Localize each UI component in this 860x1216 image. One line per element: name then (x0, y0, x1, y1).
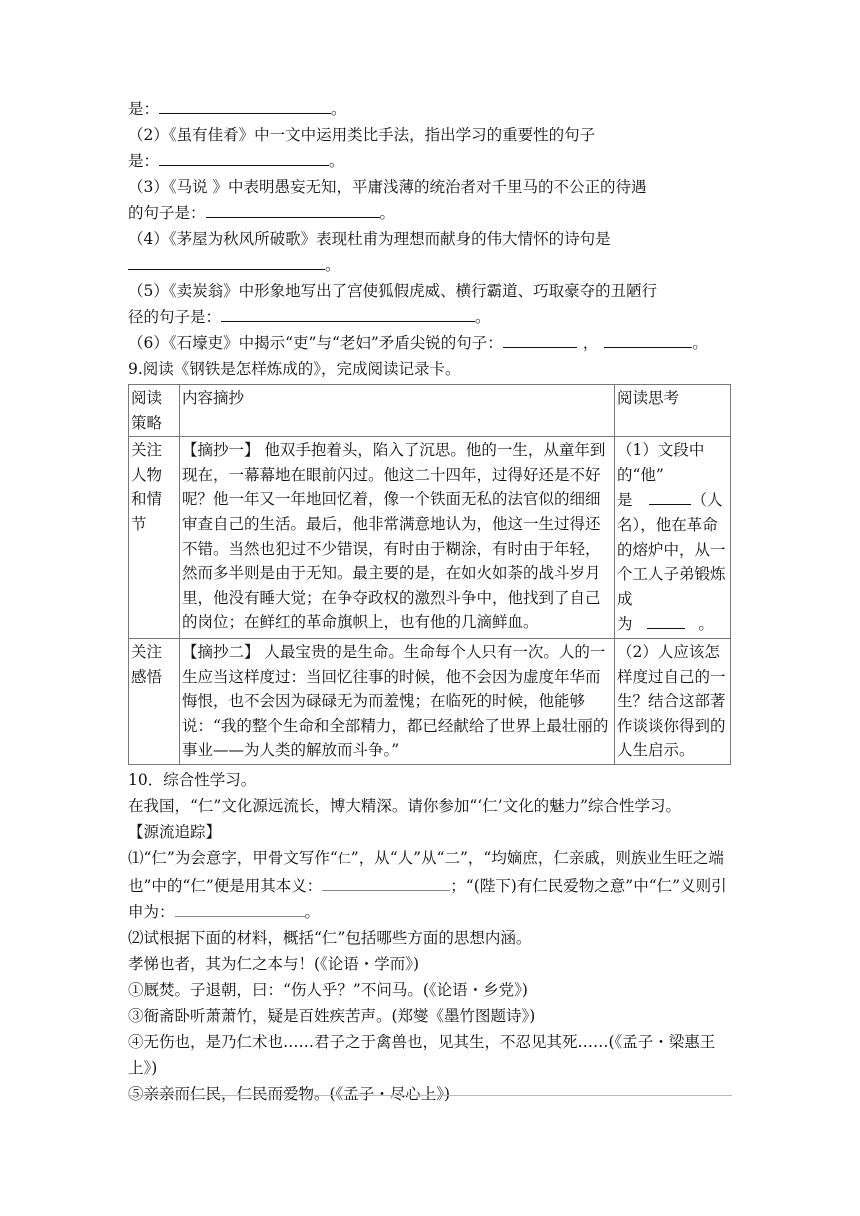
q10-intro: 在我国，“仁”文化源远流长，博大精深。请你参加“‘仁’文化的魅力”综合性学习。 (128, 796, 682, 815)
excerpt-cell: 【摘抄一】 他双手抱着头，陷入了沉思。他的一生，从童年到现在，一幕幕地在眼前闪过。他这二十四年，过得好还是不好呢？他一年又一年地回忆着，像一个铁面无私的法官似的细细审查自己的生活。最后，他非常满意地认为，他这一生过得还不错。当然也犯过不少错误，有时由于糊涂，有时由于年轻，然而多半则是由于无知。最主要的是，在如火如荼的战斗岁月里，他没有睡大觉；在争夺政权的激烈斗争中，他找到了自己的岗位；在鲜红的革命旗帜上，也有他的几滴鲜血。 (180, 437, 615, 639)
reading-record-card (128, 384, 731, 765)
q10-part2: ⑵试根据下面的材料，概括“仁”包括哪些方面的思想内涵。 (128, 928, 532, 947)
material-item: ①厩焚。子退朝，曰：“伤人乎？”不问马。(《论语・乡党》) (128, 980, 528, 999)
excerpt-cell: 【摘抄二】 人最宝贵的是生命。生命每个人只有一次。人的一生应当这样度过：当回忆往事的时候，他不会因为虚度年华而悔恨，也不会因为碌碌无为而羞愧；在临死的时候，他能够说：“我的整个生命和全部精力，都已经献给了世界上最壮丽的事业——为人类的解放而斗争。” (180, 638, 615, 764)
q10-part1: ⑴“仁”为会意字，甲骨文写作“仁”，从“人”从“二”，“均嫡庶，仁亲戚，则族业生旺之端也”中的“仁”便是用其本义： ；“(陛下)有仁民爱物之意”中“仁”义则引申为： 。 (128, 848, 727, 921)
q10-section-heading: 【源流追踪】 (128, 822, 222, 841)
q8-5-prompt: （5）《卖炭翁》中形象地写出了宫使狐假虎威、横行霸道、巧取豪夺的丑陋行 (128, 282, 658, 300)
answer-blank[interactable] (221, 304, 475, 322)
q8-4-line: 。 (128, 252, 732, 278)
strategy-cell: 关注人物和情节 (129, 437, 180, 639)
answer-blank[interactable] (159, 96, 331, 114)
thinking-cell: （1）文段中的“他” 是 （人名），他在革命的熔炉中，从一个工人子弟锻炼成 为 。 (615, 437, 731, 639)
oracle-bone-glyph-icon: 仁 (337, 851, 351, 867)
strategy-cell: 关注感悟 (129, 638, 180, 764)
material-item: ④无伤也，是乃仁术也……君子之于禽兽也，见其生，不忍见其死……(《孟子・梁惠王上》) (128, 1032, 716, 1077)
q9-title: 9.阅读《钢铁是怎样炼成的》，完成阅读记录卡。 (128, 360, 461, 378)
table-row (129, 437, 731, 639)
answer-blank[interactable] (159, 148, 329, 166)
header-strategy: 阅读策略 (129, 385, 180, 437)
page-bottom-rule (128, 1095, 732, 1096)
answer-blank[interactable] (649, 487, 691, 505)
q8-1-line: 是： 。 (128, 96, 732, 122)
header-excerpt: 内容摘抄 (180, 385, 615, 437)
q8-2-line: 是： 。 (128, 148, 732, 174)
answer-blank[interactable] (647, 611, 685, 629)
q8-3-prompt: （3）《马说 》中表明愚妄无知，平庸浅薄的统治者对千里马的不公正的待遇 (128, 178, 647, 196)
header-thinking: 阅读思考 (615, 385, 731, 437)
answer-blank[interactable] (128, 252, 325, 270)
answer-blank[interactable] (503, 330, 577, 348)
q8-5-line: 径的句子是： 。 (128, 304, 732, 330)
material-item: ⑤亲亲而仁民，仁民而爱物。(《孟子・尽心上》) (128, 1084, 451, 1103)
q10-title: 10．综合性学习。 (128, 770, 257, 789)
q8-2-prompt: （2）《虽有佳肴》中一文中运用类比手法，指出学习的重要性的句子 (128, 126, 596, 144)
thinking-cell: （2）人应该怎样度过自己的一生？结合这部著作谈谈你得到的人生启示。 (615, 638, 731, 764)
material-item: ③衙斋卧听萧萧竹，疑是百姓疾苦声。(郑燮《墨竹图题诗》) (128, 1006, 536, 1025)
answer-blank[interactable] (206, 200, 380, 218)
q8-3-line: 的句子是： 。 (128, 200, 732, 226)
document-page (128, 96, 732, 1107)
answer-blank[interactable] (175, 899, 305, 917)
answer-blank[interactable] (604, 330, 692, 348)
table-row (129, 638, 731, 764)
table-header-row (129, 385, 731, 437)
q8-6-line: （6）《石壕吏》中揭示“吏”与“老妇”矛盾尖锐的句子： ， 。 (128, 330, 732, 356)
q8-4-prompt: （4）《茅屋为秋风所破歌》表现杜甫为理想而献身的伟大情怀的诗句是 (128, 230, 611, 248)
material-item: 孝悌也者，其为仁之本与！(《论语・学而》) (128, 954, 420, 973)
answer-blank[interactable] (322, 873, 450, 891)
